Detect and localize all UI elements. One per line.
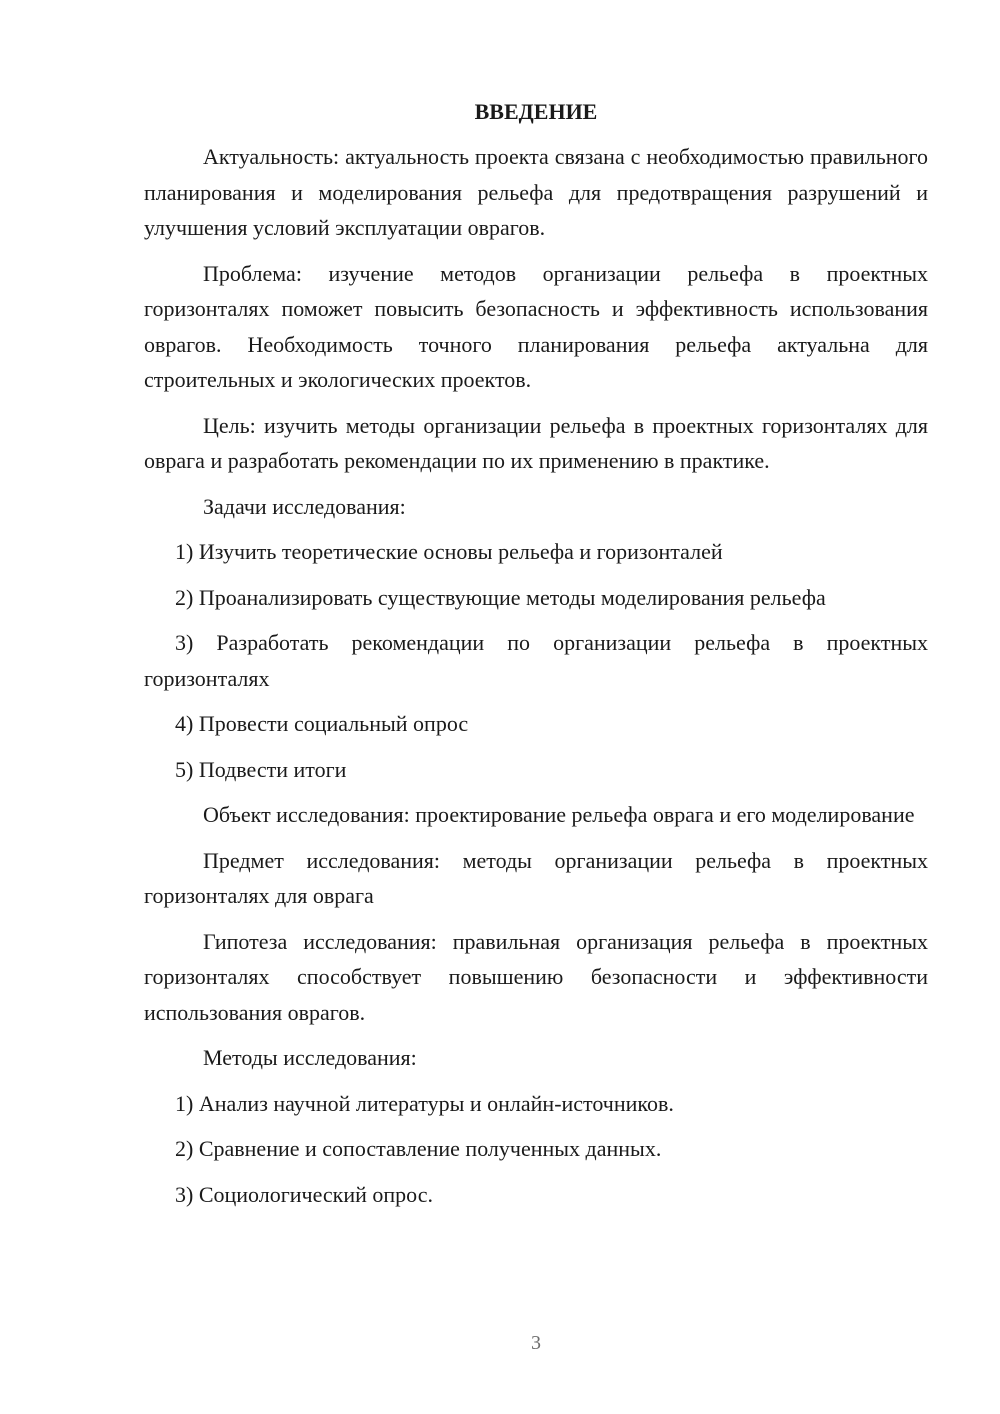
task-item: 1) Изучить теоретические основы рельефа и горизонталей [175,539,723,564]
method-item: 2) Сравнение и сопоставление полученных данных. [175,1136,662,1161]
task-item: 2) Проанализировать существующие методы моделирования рельефа [175,584,826,610]
hypothesis-paragraph: Гипотеза исследования: правильная организация рельефа в проектных горизонталях способствует повышению безопасности и эффективности использования оврагов. [144,928,928,1025]
relevance-paragraph: Актуальность: актуальность проекта связана с необходимостью правильного планирования и моделирования рельефа для предотвращения разрушений и улучшения условий эксплуатации оврагов. [144,144,928,240]
task-item: 5) Подвести итоги [175,756,347,782]
page-content [144,94,928,1222]
task-item: 4) Провести социальный опрос [175,711,469,736]
method-item: 1) Анализ научной литературы и онлайн-источников. [175,1090,674,1116]
tasks-heading: Задачи исследования: [203,493,406,519]
method-item: 3) Социологический опрос. [175,1181,433,1207]
goal-paragraph: Цель: изучить методы организации рельефа в проектных горизонталях для оврага и разработать рекомендации по их применению в практике. [144,412,928,473]
problem-paragraph: Проблема: изучение методов организации рельефа в проектных горизонталях поможет повысить безопасность и эффективность использования оврагов. Необходимость точного планирования рельефа актуальна для строительных и экологических проектов. [144,260,928,392]
subject-paragraph: Предмет исследования: методы организации рельефа в проектных горизонталях для оврага [144,847,928,908]
section-title: ВВЕДЕНИЕ [474,99,598,124]
task-item: 3) Разработать рекомендации по организации рельефа в проектных горизонталях [144,630,928,691]
object-paragraph: Объект исследования: проектирование рельефа оврага и его моделирование [203,802,915,827]
page-number: 3 [531,1332,541,1354]
methods-heading: Методы исследования: [203,1045,417,1070]
